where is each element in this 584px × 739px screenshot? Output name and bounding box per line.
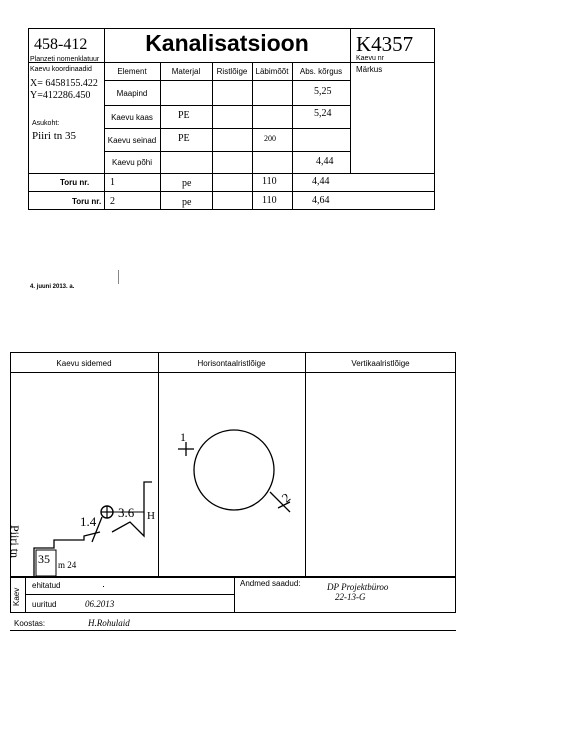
pipe-2-mark: 2 <box>278 489 294 506</box>
col-header-element: Element <box>117 67 147 76</box>
location-value: Piiri tn 35 <box>32 130 77 142</box>
surveyed-value: 06.2013 <box>85 599 115 609</box>
well-number: K4357 <box>356 32 414 56</box>
horizontal-section-drawing <box>158 372 305 576</box>
sketch-distance-1: 1.4 <box>80 514 97 529</box>
well-side-label: Kaev <box>12 587 21 606</box>
pipe-material: pe <box>182 178 192 189</box>
table-row-element: Maapind <box>116 88 148 98</box>
pipe-diameter: 110 <box>262 195 277 206</box>
table-row-element: Kaevu seinad <box>107 135 157 145</box>
pipe-material: pe <box>182 197 192 208</box>
well-circle <box>194 430 274 510</box>
sketch-house-mark: H <box>147 510 155 522</box>
pipe-label: Toru nr. <box>60 178 90 187</box>
well-number-label: Kaevu nr <box>356 55 385 62</box>
sketch-house-suffix: m 24 <box>58 560 77 570</box>
nomenclature-label: Planzeti nomenklatuur <box>30 56 100 63</box>
table-row-element: Kaevu kaas <box>111 112 153 122</box>
location-sketch <box>10 372 158 576</box>
coords-label: Kaevu koordinaadid <box>30 66 92 73</box>
pipe-height: 4,44 <box>312 176 330 187</box>
pipe-number: 1 <box>110 177 115 188</box>
table-row-height: 5,24 <box>314 108 332 119</box>
col-title-horizontal-section: Horisontaalristlõige <box>197 358 266 368</box>
author-value: H.Rohulaid <box>88 618 130 628</box>
table-row-material: PE <box>178 133 190 144</box>
sketch-street-label: Piiri tn <box>8 525 22 559</box>
pipe-1-mark: 1 <box>180 430 186 444</box>
author-label: Koostas: <box>14 619 46 628</box>
table-row-diameter: 200 <box>264 134 276 143</box>
surveyed-label: uuritud <box>32 600 57 609</box>
pipe-diameter: 110 <box>262 176 277 187</box>
col-header-abs-height: Abs. kõrgus <box>299 67 343 76</box>
sketch-house-number: 35 <box>38 552 50 566</box>
table-row-material: PE <box>178 110 190 121</box>
table-row-height: 5,25 <box>314 86 332 97</box>
col-header-remarks: Märkus <box>356 65 383 74</box>
page-title: Kanalisatsioon <box>145 30 309 56</box>
col-title-well-connections: Kaevu sidemed <box>56 358 112 368</box>
pipe-height: 4,64 <box>312 195 330 206</box>
pipe-label: Toru nr. <box>72 197 102 206</box>
y-coordinate: Y=412286.450 <box>30 90 91 101</box>
stray-mark <box>118 270 119 284</box>
nomenclature-code: 458-412 <box>34 36 88 53</box>
col-header-material: Materjal <box>171 67 201 76</box>
table-row-element: Kaevu põhi <box>111 158 153 167</box>
col-title-vertical-section: Vertikaalristlõige <box>351 358 410 368</box>
sketch-distance-2: 3.6 <box>118 505 135 520</box>
col-header-cross-section: Ristlõige <box>216 67 248 76</box>
data-given-label: Andmed saadud: <box>240 579 301 588</box>
location-label: Asukoht: <box>32 120 60 127</box>
table-row-height: 4,44 <box>316 156 334 167</box>
data-given-code: 22-13-G <box>335 592 366 602</box>
col-header-diameter: Läbimõõt <box>255 67 289 76</box>
data-given-company: DP Projektbüroo <box>327 582 389 592</box>
x-coordinate: X= 6458155.422 <box>30 78 98 89</box>
pipe-number: 2 <box>110 196 115 207</box>
built-label: ehitatud <box>32 581 61 590</box>
date-note: 4. juuni 2013. a. <box>30 284 75 290</box>
